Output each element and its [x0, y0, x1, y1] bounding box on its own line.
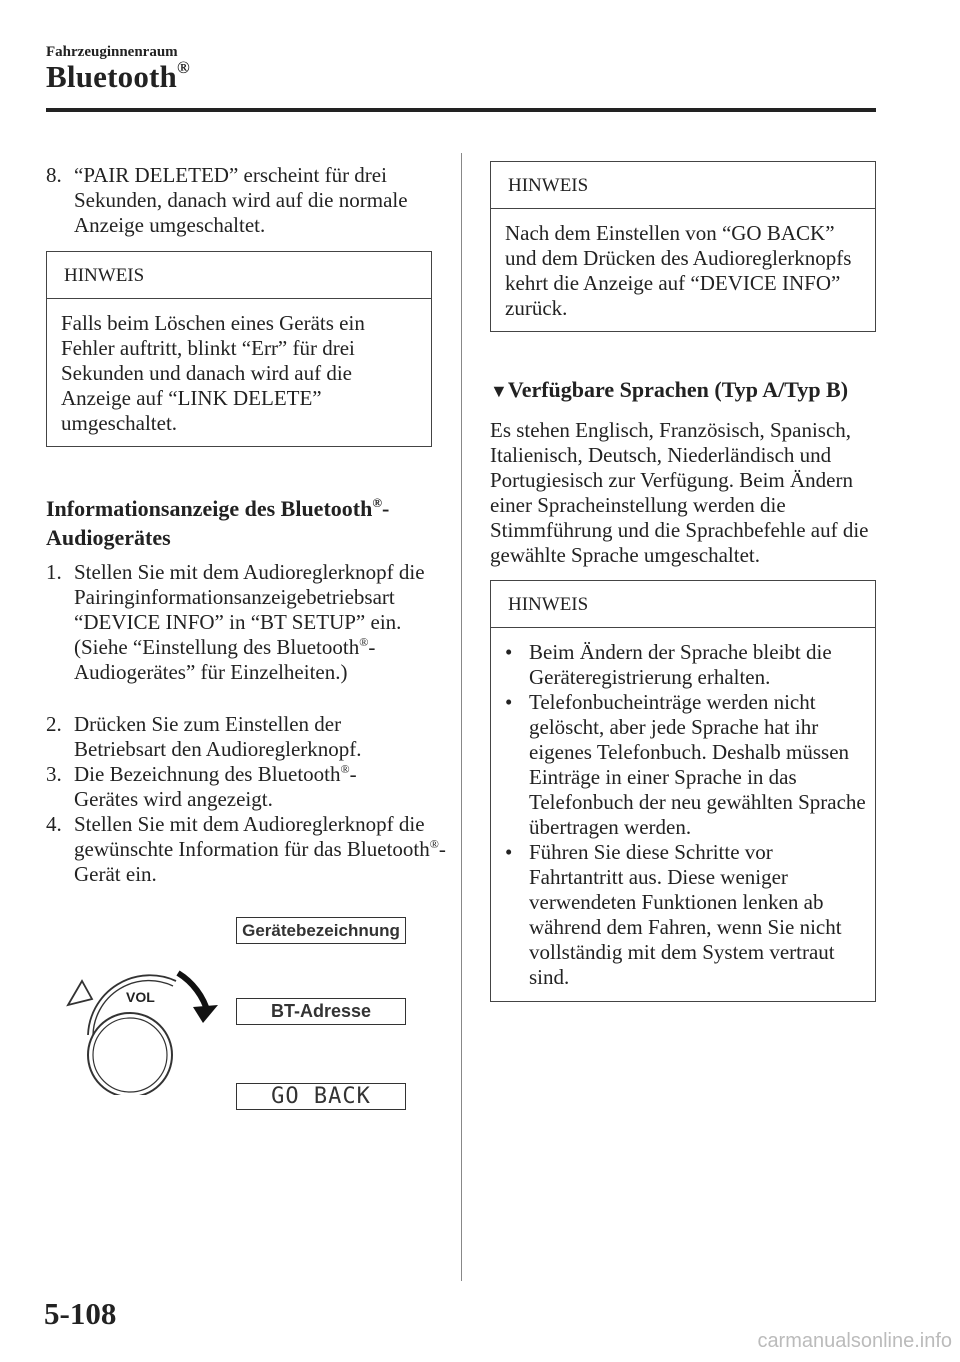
bullet-item: • Führen Sie diese Schritte vor Fahrtantritt aus. Diese weniger verwendeten Funktionen lenken ab während dem Fahren, wenn Sie nicht vollständig mit dem System vertraut sind.	[505, 840, 842, 989]
note-heading: HINWEIS	[491, 162, 875, 209]
section-paragraph: Es stehen Englisch, Französisch, Spanisch, Italienisch, Deutsch, Niederländisch und Portugiesisch zur Verfügung. Beim Ändern einer Spracheinstellung werden die Stimmführung und die Sprachbefehle auf die gewählte Sprache umgeschaltet.	[490, 418, 869, 567]
subheading: Informationsanzeige des Bluetooth®- Audiogerätes	[46, 495, 390, 550]
page-number: 5-108	[44, 1296, 117, 1331]
note-box-3	[490, 580, 876, 1002]
note-heading: HINWEIS	[491, 581, 875, 628]
section-heading: ▼Verfügbare Sprachen (Typ A/Typ B)	[490, 377, 849, 402]
watermark: carmanualsonline.info	[757, 1330, 952, 1352]
note-text: Falls beim Löschen eines Geräts ein Fehler auftritt, blinkt “Err” für drei Sekunden und danach wird auf die Anzeige auf “LINK DELETE” umgeschaltet.	[61, 311, 365, 435]
display-go-back: GO BACK	[236, 1083, 406, 1110]
note-box-1	[46, 251, 432, 447]
note-heading: HINWEIS	[47, 252, 431, 299]
triangle-marker-icon: ▼	[490, 381, 508, 401]
display-bt-address: BT-Adresse	[236, 998, 406, 1025]
svg-text:VOL: VOL	[126, 989, 155, 1005]
vol-knob-illustration	[60, 955, 220, 1095]
title-rule	[46, 108, 876, 112]
bullet-item: • Beim Ändern der Sprache bleibt die Geräteregistrierung erhalten.	[505, 640, 832, 689]
display-device-name: Gerätebezeichnung	[236, 917, 406, 944]
column-divider	[461, 153, 462, 1281]
note-box-2	[490, 161, 876, 332]
section-label: Fahrzeuginnenraum	[46, 44, 178, 60]
note-text: Nach dem Einstellen von “GO BACK” und dem Drücken des Audioreglerknopfs kehrt die Anzeige auf “DEVICE INFO” zurück.	[505, 221, 852, 320]
page-title: Bluetooth®	[46, 58, 190, 94]
bullet-item: • Telefonbucheinträge werden nicht gelöscht, aber jede Sprache hat ihr eigenes Telefonbuch. Deshalb müssen Einträge in einer Sprache in das Telefonbuch der neu gewählten Sprache übertragen werden.	[505, 690, 866, 839]
